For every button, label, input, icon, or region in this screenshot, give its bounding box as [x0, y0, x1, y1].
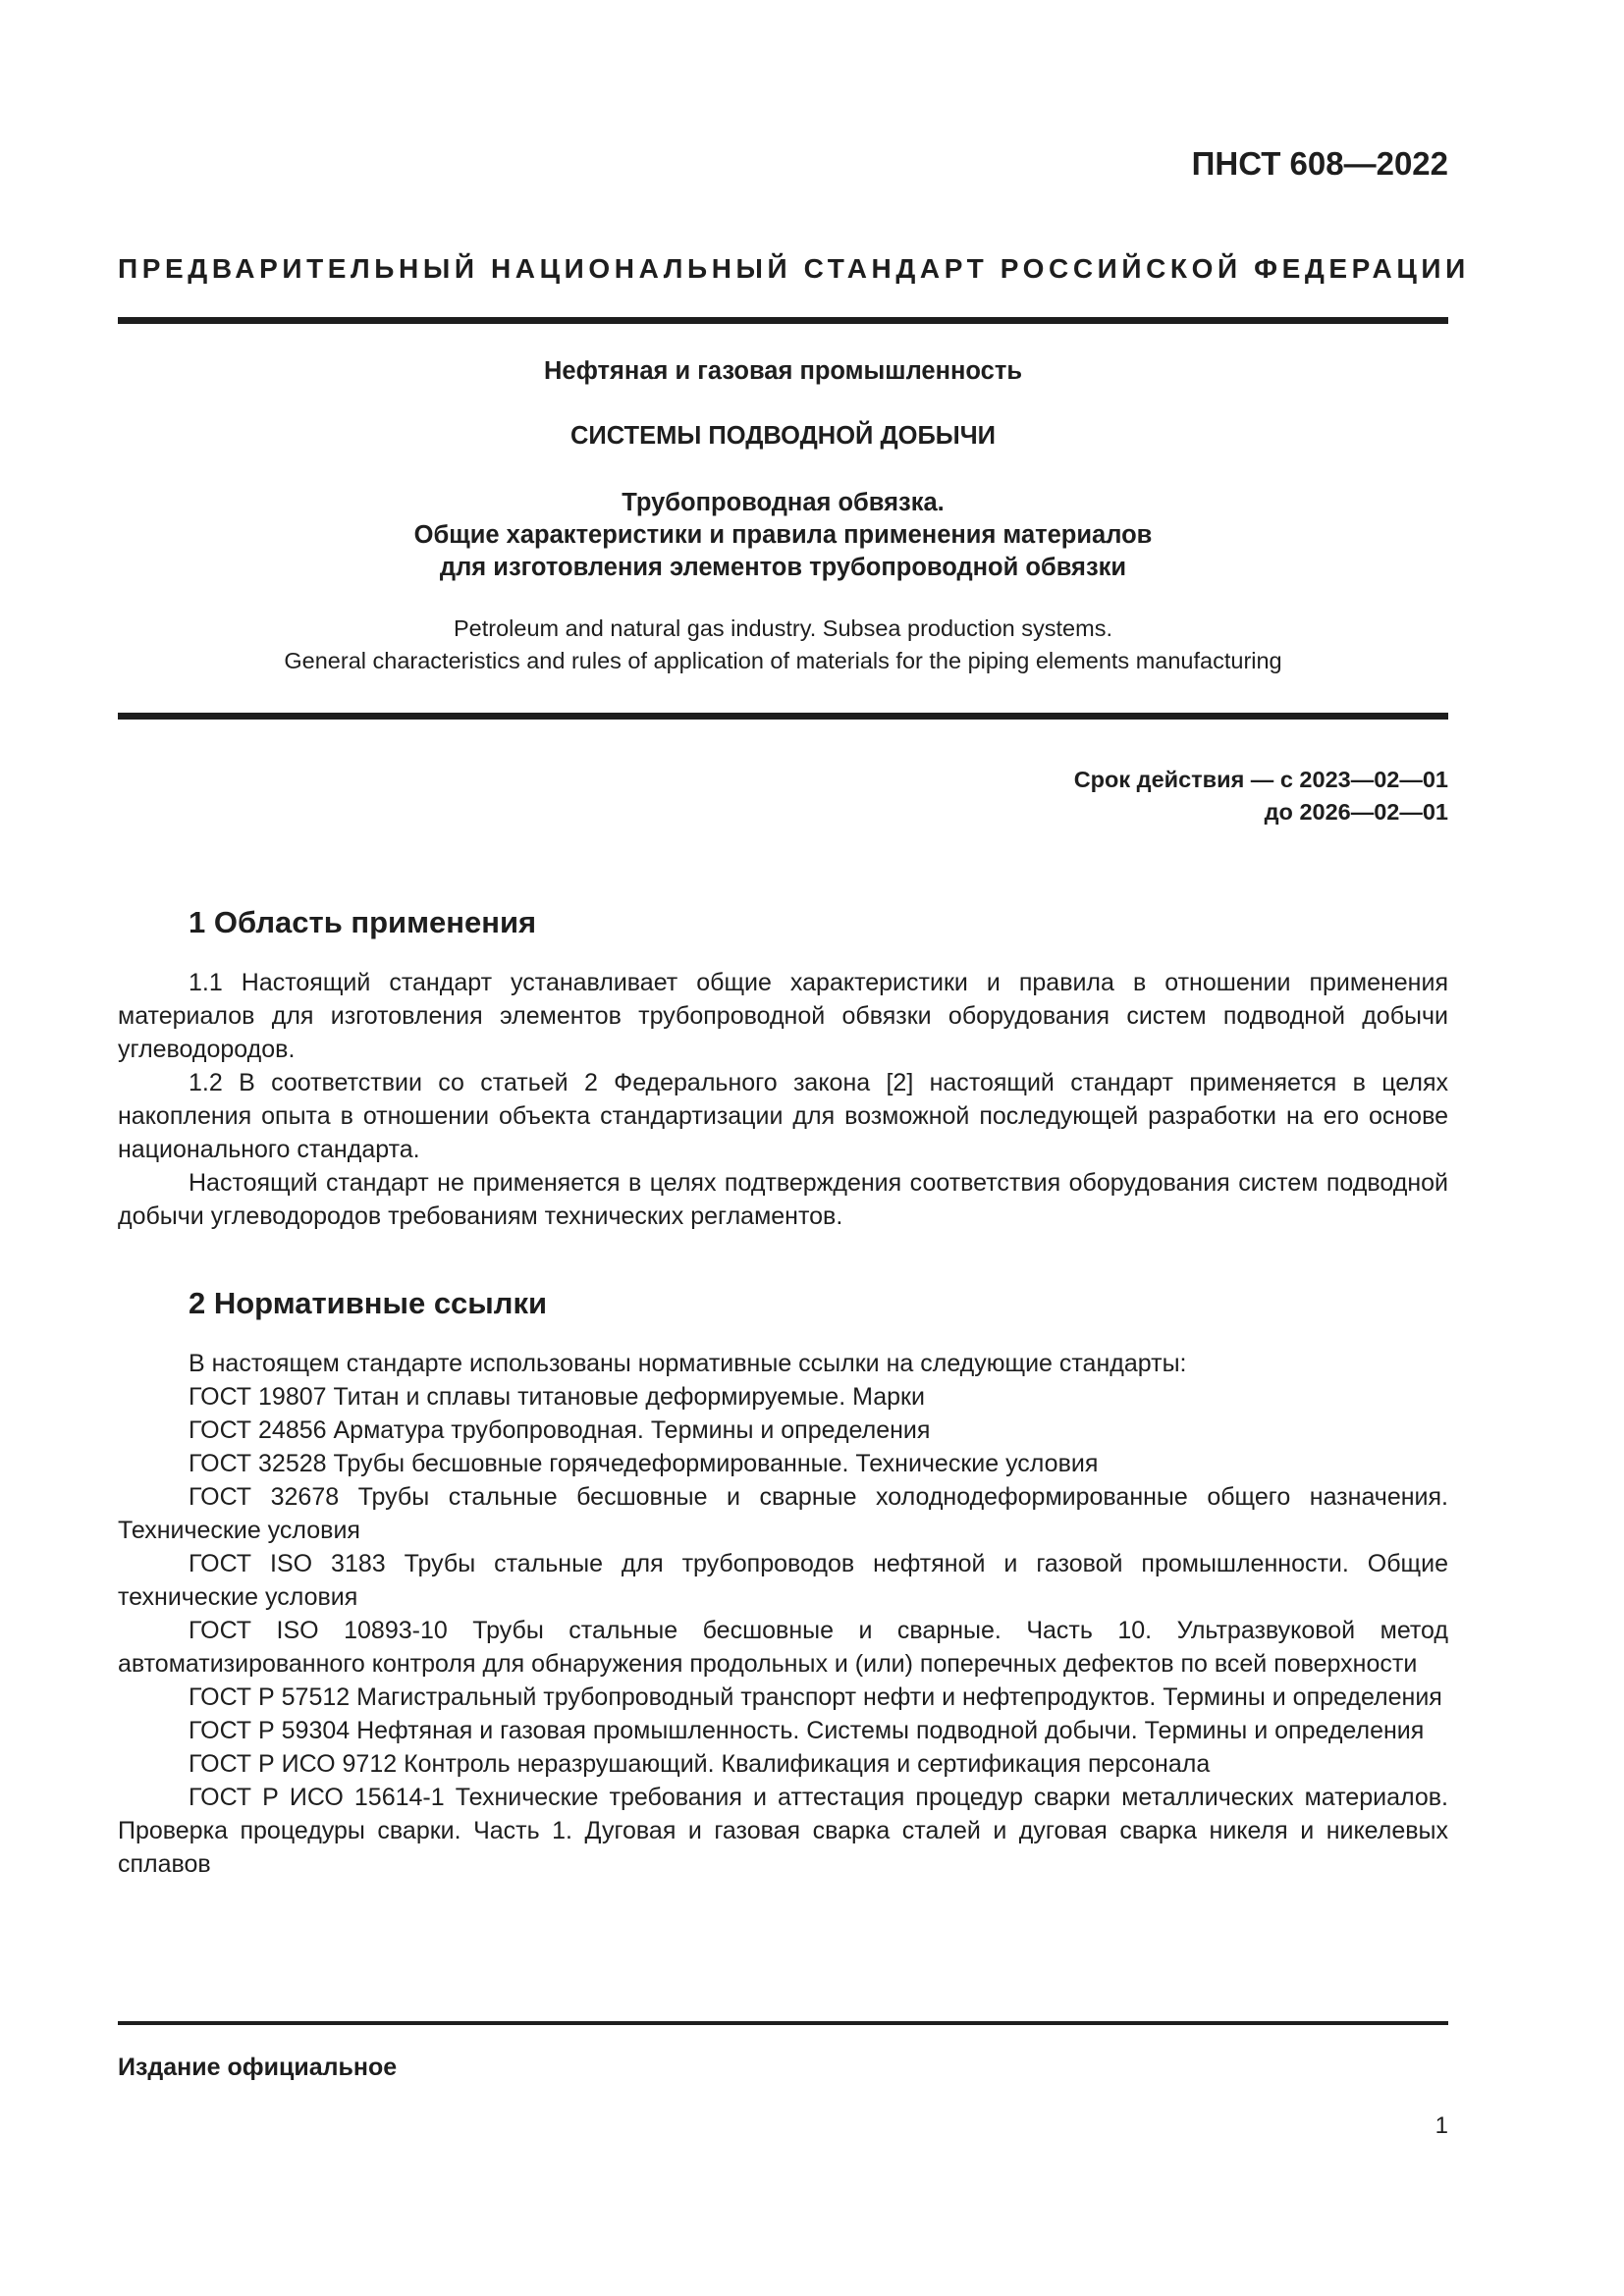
english-title-line: General characteristics and rules of application of materials for the piping elements manufacturing — [284, 648, 1282, 673]
section-1-heading: 1 Область применения — [189, 905, 537, 939]
reference-item: ГОСТ ISO 3183 Трубы стальные для трубопроводов нефтяной и газовой промышленности. Общие технические условия — [118, 1550, 1448, 1611]
section-1-body — [118, 966, 1448, 1233]
standard-type-heading: ПРЕДВАРИТЕЛЬНЫЙ НАЦИОНАЛЬНЫЙ СТАНДАРТ РОССИЙСКОЙ ФЕДЕРАЦИИ — [118, 253, 1470, 284]
document-subtitle — [118, 487, 1448, 584]
validity-end: до 2026—02—01 — [1264, 799, 1448, 825]
reference-item: ГОСТ Р 59304 Нефтяная и газовая промышленность. Системы подводной добычи. Термины и определения — [189, 1717, 1425, 1744]
reference-item: ГОСТ Р ИСО 15614-1 Технические требования и аттестация процедур сварки металлических материалов. Проверка процедуры сварки. Часть 1. Дуговая и газовая сварка сталей и дуговая сварка никеля и никелевых сплавов — [118, 1784, 1448, 1878]
document-number: ПНСТ 608—2022 — [1191, 145, 1448, 182]
industry-title: Нефтяная и газовая промышленность — [543, 357, 1022, 385]
systems-title: СИСТЕМЫ ПОДВОДНОЙ ДОБЫЧИ — [569, 422, 997, 450]
document-page — [118, 0, 1470, 2296]
references-intro: В настоящем стандарте использованы нормативные ссылки на следующие стандарты: — [189, 1350, 1187, 1377]
paragraph-1-2-note: Настоящий стандарт не применяется в целях подтверждения соответствия оборудования систем подводной добычи углеводородов требованиям технических регламентов. — [118, 1169, 1448, 1230]
footer-rule — [118, 2021, 1448, 2025]
title-bottom-rule — [118, 713, 1448, 720]
page-number: 1 — [1435, 2112, 1448, 2139]
reference-item: ГОСТ Р ИСО 9712 Контроль неразрушающий. Квалификация и сертификация персонала — [189, 1750, 1211, 1778]
section-2-heading: 2 Нормативные ссылки — [189, 1286, 548, 1320]
validity-start: Срок действия — с 2023—02—01 — [1073, 767, 1448, 792]
reference-item: ГОСТ 32678 Трубы стальные бесшовные и сварные холоднодеформированные общего назначения. Технические условия — [118, 1483, 1448, 1544]
reference-item: ГОСТ 24856 Арматура трубопроводная. Термины и определения — [189, 1416, 931, 1444]
reference-item: ГОСТ 32528 Трубы бесшовные горячедеформированные. Технические условия — [189, 1450, 1099, 1477]
subtitle-line: Трубопроводная обвязка. — [622, 489, 945, 516]
reference-item: ГОСТ ISO 10893-10 Трубы стальные бесшовные и сварные. Часть 10. Ультразвуковой метод автоматизированного контроля для обнаружения продольных и (или) поперечных дефектов по всей поверхности — [118, 1617, 1448, 1678]
section-2-body — [118, 1347, 1448, 1881]
paragraph-1-1: 1.1 Настоящий стандарт устанавливает общие характеристики и правила в отношении применения материалов для изготовления элементов трубопроводной обвязки оборудования систем подводной добычи углеводородов. — [118, 969, 1448, 1063]
reference-item: ГОСТ 19807 Титан и сплавы титановые деформируемые. Марки — [189, 1383, 925, 1411]
english-title-line: Petroleum and natural gas industry. Subsea production systems. — [454, 615, 1112, 641]
top-rule — [118, 317, 1448, 324]
subtitle-line: для изготовления элементов трубопроводной обвязки — [439, 554, 1127, 581]
paragraph-1-2: 1.2 В соответствии со статьей 2 Федерального закона [2] настоящий стандарт применяется в целях накопления опыта в отношении объекта стандартизации для возможной последующей разработки на его основе национального стандарта. — [118, 1069, 1448, 1163]
subtitle-line: Общие характеристики и правила применения материалов — [413, 521, 1153, 549]
validity-period — [1074, 764, 1448, 828]
english-title — [118, 613, 1448, 677]
reference-item: ГОСТ Р 57512 Магистральный трубопроводный транспорт нефти и нефтепродуктов. Термины и определения — [189, 1683, 1442, 1711]
official-edition-label: Издание официальное — [118, 2054, 398, 2081]
